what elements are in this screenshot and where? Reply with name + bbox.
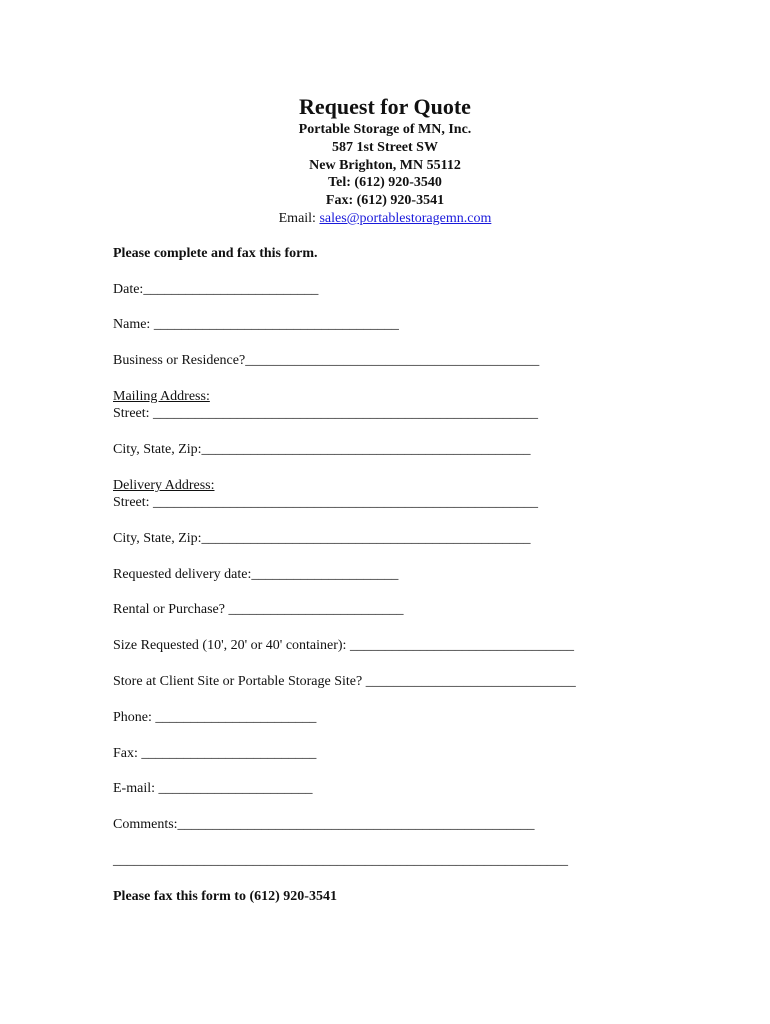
fax-instruction-footer: Please fax this form to (612) 920-3541 — [113, 889, 337, 904]
mailing-city-state-zip-field[interactable]: City, State, Zip:_______________________________________________ — [113, 442, 531, 457]
email-label: Email: — [278, 211, 320, 226]
business-or-residence-field[interactable]: Business or Residence?__________________________________________ — [113, 353, 540, 368]
delivery-street-field[interactable]: Street: _______________________________________________________ — [113, 495, 539, 510]
storage-site-field[interactable]: Store at Client Site or Portable Storage Site? ______________________________ — [113, 674, 576, 689]
name-field[interactable]: Name: ___________________________________ — [113, 317, 399, 332]
company-info — [0, 121, 770, 210]
company-city-state-zip: New Brighton, MN 55112 — [309, 157, 461, 173]
form-instructions: Please complete and fax this form. — [113, 246, 318, 261]
company-street: 587 1st Street SW — [332, 139, 438, 155]
date-field[interactable]: Date:_________________________ — [113, 282, 319, 297]
email-link[interactable]: sales@portablestoragemn.com — [319, 211, 492, 226]
comments-field[interactable]: Comments:___________________________________________________ — [113, 817, 535, 832]
requested-delivery-date-field[interactable]: Requested delivery date:_____________________ — [113, 567, 399, 582]
phone-field[interactable]: Phone: _______________________ — [113, 710, 317, 725]
company-email-line — [0, 210, 770, 228]
email-field[interactable]: E-mail: ______________________ — [113, 781, 313, 796]
comments-line-2[interactable]: _________________________________________________________________ — [113, 853, 568, 868]
delivery-address-heading: Delivery Address: — [113, 478, 215, 493]
page-title: Request for Quote — [299, 94, 471, 119]
fax-field[interactable]: Fax: _________________________ — [113, 746, 317, 761]
rental-or-purchase-field[interactable]: Rental or Purchase? _________________________ — [113, 602, 404, 617]
delivery-city-state-zip-field[interactable]: City, State, Zip:_______________________________________________ — [113, 531, 531, 546]
company-name: Portable Storage of MN, Inc. — [298, 122, 472, 137]
mailing-address-heading: Mailing Address: — [113, 389, 210, 404]
company-fax: Fax: (612) 920-3541 — [325, 193, 445, 209]
mailing-street-field[interactable]: Street: _______________________________________________________ — [113, 406, 539, 421]
company-telephone: Tel: (612) 920-3540 — [328, 175, 442, 191]
size-requested-field[interactable]: Size Requested (10', 20' or 40' container): ________________________________ — [113, 638, 574, 653]
